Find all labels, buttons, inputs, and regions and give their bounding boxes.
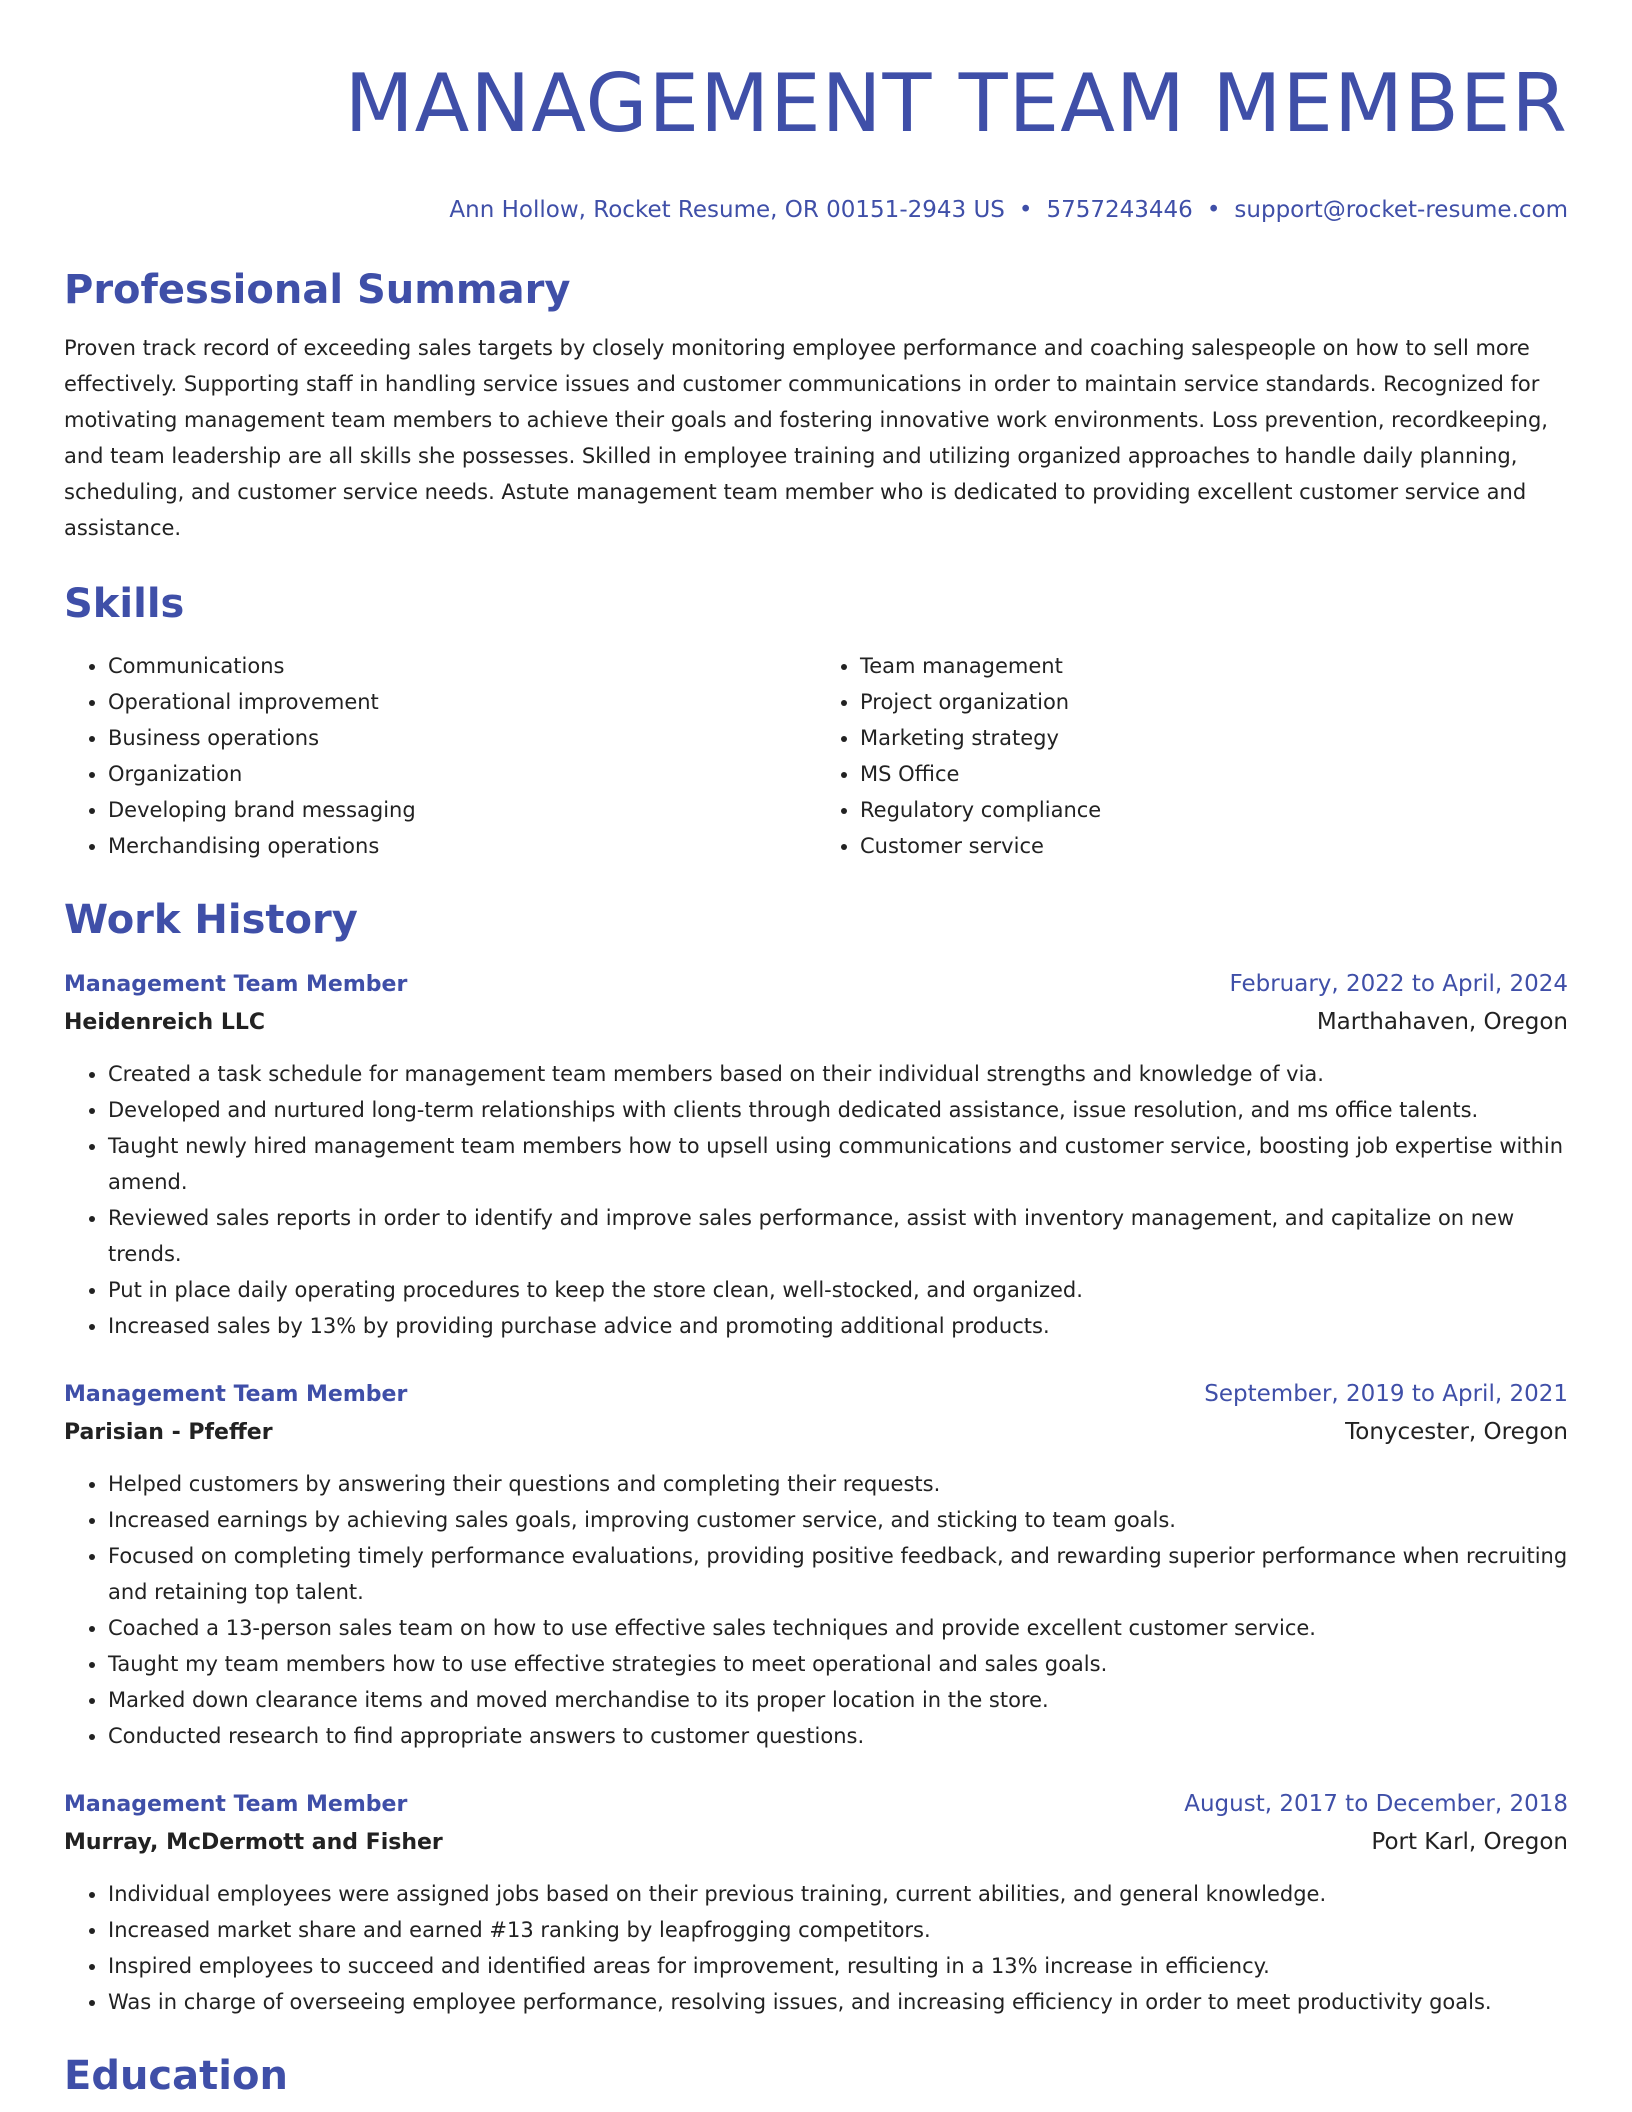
job-dates: August, 2017 to December, 2018 xyxy=(1184,1791,1568,1817)
job-company: Murray, McDermott and Fisher xyxy=(64,1830,443,1855)
contact-separator: • xyxy=(1018,197,1033,223)
job-bullet: • Developed and nurtured long-term relationships with clients through dedicated assistance, issue resolution, and ms office talents. xyxy=(108,1092,1568,1128)
job-title: Management Team Member xyxy=(64,972,408,997)
work-history-heading: Work History xyxy=(64,897,358,943)
job-bullets xyxy=(64,1466,1568,1754)
contact-address: Ann Hollow, Rocket Resume, OR 00151-2943 US xyxy=(449,197,1005,223)
job-entry xyxy=(64,1786,1568,2020)
summary-heading: Professional Summary xyxy=(64,267,571,313)
job-location: Tonycester, Oregon xyxy=(1345,1419,1568,1445)
skill-item: • Regulatory compliance xyxy=(860,792,1568,828)
skill-item: • Customer service xyxy=(860,828,1568,864)
skill-item: • Operational improvement xyxy=(108,684,816,720)
job-bullet: • Marked down clearance items and moved merchandise to its proper location in the store. xyxy=(108,1682,1568,1718)
contact-phone: 5757243446 xyxy=(1046,197,1193,223)
job-bullet: • Conducted research to find appropriate answers to customer questions. xyxy=(108,1718,1568,1754)
job-bullet: • Created a task schedule for management team members based on their individual strengths and knowledge of via. xyxy=(108,1056,1568,1092)
job-entry xyxy=(64,1376,1568,1754)
job-company-row xyxy=(64,1003,1568,1042)
skill-item: • MS Office xyxy=(860,756,1568,792)
job-company: Heidenreich LLC xyxy=(64,1010,266,1035)
resume-title: MANAGEMENT TEAM MEMBER xyxy=(344,57,1568,150)
job-location: Marthahaven, Oregon xyxy=(1316,1009,1568,1035)
job-bullet: • Coached a 13-person sales team on how to use effective sales techniques and provide excellent customer service. xyxy=(108,1610,1568,1646)
skills-heading: Skills xyxy=(64,581,185,627)
job-bullet: • Individual employees were assigned jobs based on their previous training, current abilities, and general knowledge. xyxy=(108,1876,1568,1912)
job-entry xyxy=(64,966,1568,1344)
skills-column-right xyxy=(816,648,1568,864)
contact-email: support@rocket-resume.com xyxy=(1234,197,1568,223)
job-dates: February, 2022 to April, 2024 xyxy=(1229,971,1568,997)
job-location: Port Karl, Oregon xyxy=(1371,1829,1568,1855)
skill-item: • Project organization xyxy=(860,684,1568,720)
skills-column-left xyxy=(64,648,816,864)
skill-item: • Organization xyxy=(108,756,816,792)
skills-list-right xyxy=(816,648,1568,864)
job-bullet: • Inspired employees to succeed and identified areas for improvement, resulting in a 13% increase in efficiency. xyxy=(108,1948,1568,1984)
job-company: Parisian - Pfeffer xyxy=(64,1420,273,1445)
job-company-row xyxy=(64,1413,1568,1452)
job-title-row xyxy=(64,1376,1568,1413)
job-dates: September, 2019 to April, 2021 xyxy=(1204,1381,1568,1407)
job-bullet: • Helped customers by answering their questions and completing their requests. xyxy=(108,1466,1568,1502)
job-title: Management Team Member xyxy=(64,1382,408,1407)
job-bullet: • Focused on completing timely performance evaluations, providing positive feedback, and rewarding superior performance when recruiting and retaining top talent. xyxy=(108,1538,1568,1610)
contact-separator: • xyxy=(1206,197,1221,223)
skill-item: • Communications xyxy=(108,648,816,684)
education-heading: Education xyxy=(64,2053,288,2099)
skills-list-left xyxy=(64,648,816,864)
job-bullet: • Put in place daily operating procedures to keep the store clean, well-stocked, and organized. xyxy=(108,1272,1568,1308)
job-company-row xyxy=(64,1823,1568,1862)
job-bullet: • Reviewed sales reports in order to identify and improve sales performance, assist with inventory management, and capitalize on new trends. xyxy=(108,1200,1568,1272)
job-bullet: • Was in charge of overseeing employee performance, resolving issues, and increasing efficiency in order to meet productivity goals. xyxy=(108,1984,1568,2020)
skill-item: • Team management xyxy=(860,648,1568,684)
job-title-row xyxy=(64,966,1568,1003)
job-bullets xyxy=(64,1056,1568,1344)
job-bullet: • Taught my team members how to use effective strategies to meet operational and sales goals. xyxy=(108,1646,1568,1682)
job-bullet: • Increased sales by 13% by providing purchase advice and promoting additional products. xyxy=(108,1308,1568,1344)
job-bullets xyxy=(64,1876,1568,2020)
skill-item: • Business operations xyxy=(108,720,816,756)
skill-item: • Developing brand messaging xyxy=(108,792,816,828)
skill-item: • Merchandising operations xyxy=(108,828,816,864)
job-bullet: • Taught newly hired management team members how to upsell using communications and customer service, boosting job expertise within amend. xyxy=(108,1128,1568,1200)
job-title-row xyxy=(64,1786,1568,1823)
job-title: Management Team Member xyxy=(64,1792,408,1817)
contact-line xyxy=(64,194,1568,226)
skills-grid xyxy=(64,648,1568,864)
job-bullet: • Increased earnings by achieving sales goals, improving customer service, and sticking to team goals. xyxy=(108,1502,1568,1538)
summary-text: Proven track record of exceeding sales targets by closely monitoring employee performance and coaching salespeople on how to sell more effectively. Supporting staff in handling service issues and customer communications in order to maintain service standards. Recognized for motivating management team members to achieve their goals and fostering innovative work environments. Loss prevention, recordkeeping, and team leadership are all skills she possesses. Skilled in employee training and utilizing organized approaches to handle daily planning, scheduling, and customer service needs. Astute management team member who is dedicated to providing excellent customer service and assistance. xyxy=(64,336,1548,540)
skill-item: • Marketing strategy xyxy=(860,720,1568,756)
job-bullet: • Increased market share and earned #13 ranking by leapfrogging competitors. xyxy=(108,1912,1568,1948)
